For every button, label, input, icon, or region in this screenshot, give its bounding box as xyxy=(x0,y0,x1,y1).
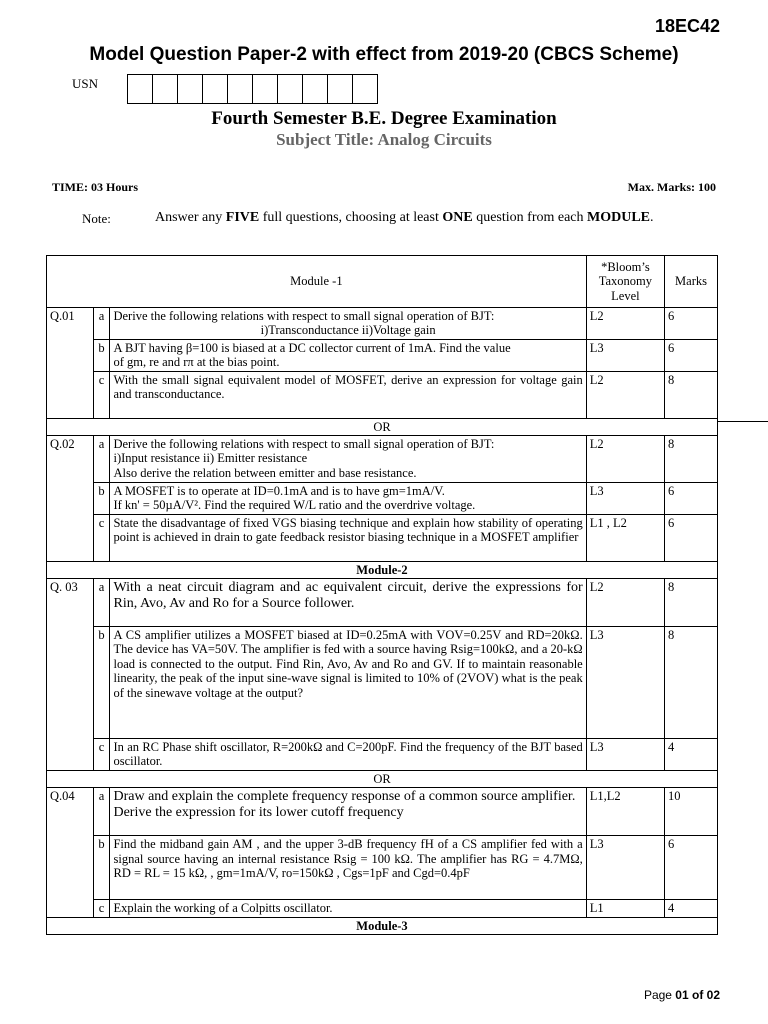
bloom-level: L2 xyxy=(586,308,664,340)
module-row xyxy=(47,917,718,934)
table-row xyxy=(47,514,718,561)
question-table xyxy=(46,255,718,935)
marks: 6 xyxy=(665,308,718,340)
marks: 10 xyxy=(665,788,718,836)
marks: 8 xyxy=(665,371,718,418)
module-row xyxy=(47,561,718,578)
bloom-level: L2 xyxy=(586,371,664,418)
table-row xyxy=(47,739,718,771)
sub-label: a xyxy=(93,788,110,836)
or-row xyxy=(47,418,718,435)
table-row xyxy=(47,482,718,514)
exam-title: Fourth Semester B.E. Degree Examination xyxy=(211,108,557,129)
table-row xyxy=(47,900,718,917)
module-heading: Module -1 xyxy=(47,256,587,308)
table-row xyxy=(47,627,718,739)
question-text: In an RC Phase shift oscillator, R=200kΩ and C=200pF. Find the frequency of the BJT based oscillator. xyxy=(110,739,586,771)
marks: 8 xyxy=(665,579,718,627)
bloom-level: L1 xyxy=(586,900,664,917)
question-text: A MOSFET is to operate at ID=0.1mA and is to have gm=1mA/V. If kn' = 50µA/V². Find the required W/L ratio and the overdrive voltage. xyxy=(110,482,586,514)
table-row xyxy=(47,308,718,340)
bloom-level: L3 xyxy=(586,482,664,514)
sub-label: a xyxy=(93,579,110,627)
bloom-level: L3 xyxy=(586,836,664,900)
bloom-level: L3 xyxy=(586,627,664,739)
table-row xyxy=(47,579,718,627)
table-row xyxy=(47,836,718,900)
question-number: Q.01 xyxy=(47,308,94,419)
usn-box[interactable] xyxy=(302,74,328,104)
or-divider: OR xyxy=(47,418,718,435)
sub-label: c xyxy=(93,371,110,418)
bloom-level: L2 xyxy=(586,579,664,627)
module-heading: Module-2 xyxy=(47,561,718,578)
marks: 6 xyxy=(665,836,718,900)
question-number: Q.02 xyxy=(47,435,94,561)
question-text: Draw and explain the complete frequency response of a common source amplifier. Derive the expression for its lower cutoff frequency xyxy=(110,788,586,836)
sub-label: a xyxy=(93,308,110,340)
question-text: Find the midband gain AM , and the upper 3-dB frequency fH of a CS amplifier fed with a signal source having an internal resistance Rsig = 100 kΩ. The amplifier has RG = 4.7MΩ, RD = RL = 15 kΩ, , gm=1mA/V, ro=150kΩ , Cgs=1pF and Cgd=0.4pF xyxy=(110,836,586,900)
marks: 8 xyxy=(665,435,718,482)
note-label: Note: xyxy=(82,211,111,226)
usn-box[interactable] xyxy=(227,74,253,104)
sub-label: c xyxy=(93,514,110,561)
usn-label: USN xyxy=(72,76,99,91)
marks: 8 xyxy=(665,627,718,739)
marks-heading: Marks xyxy=(665,256,718,308)
subject-title: Subject Title: Analog Circuits xyxy=(276,130,492,149)
bloom-level: L1 , L2 xyxy=(586,514,664,561)
sub-label: a xyxy=(93,435,110,482)
sub-label: b xyxy=(93,482,110,514)
sub-label: c xyxy=(93,739,110,771)
module-heading: Module-3 xyxy=(47,917,718,934)
question-text: A CS amplifier utilizes a MOSFET biased at ID=0.25mA with VOV=0.25V and RD=20kΩ. The device has VA=50V. The amplifier is fed with a source having Rsig=100kΩ, and a 20-kΩ load is connected to the output. Find Rin, Avo, Av and Ro and GV. If to maintain reasonable linearity, the peak of the input sine-wave signal is limited to 10% of (2VOV) what is the peak of the sinewave voltage at the output? xyxy=(110,627,586,739)
table-row xyxy=(47,435,718,482)
paper-title: Model Question Paper-2 with effect from 2019-20 (CBCS Scheme) xyxy=(89,44,679,65)
question-text: A BJT having β=100 is biased at a DC collector current of 1mA. Find the value of gm, re and rπ at the bias point. xyxy=(110,339,586,371)
bloom-level: L2 xyxy=(586,435,664,482)
marks: 4 xyxy=(665,739,718,771)
note-text: Answer any FIVE full questions, choosing at least ONE question from each MODULE. xyxy=(155,210,654,225)
usn-boxes xyxy=(128,74,378,104)
question-number: Q.04 xyxy=(47,788,94,917)
usn-box[interactable] xyxy=(177,74,203,104)
page-footer: Page 01 of 02 xyxy=(643,988,720,1002)
usn-box[interactable] xyxy=(277,74,303,104)
usn-box[interactable] xyxy=(202,74,228,104)
or-divider: OR xyxy=(47,770,718,787)
question-text: Derive the following relations with respect to small signal operation of BJT: i)Input resistance ii) Emitter resistance Also derive the relation between emitter and base resistance. xyxy=(110,435,586,482)
marks: 6 xyxy=(665,482,718,514)
max-marks: Max. Marks: 100 xyxy=(627,180,716,194)
sub-label: b xyxy=(93,627,110,739)
sub-label: c xyxy=(93,900,110,917)
question-text: Explain the working of a Colpitts oscillator. xyxy=(110,900,586,917)
table-row xyxy=(47,339,718,371)
table-row xyxy=(47,371,718,418)
question-text: State the disadvantage of fixed VGS biasing technique and explain how stability of operating point is achieved in drain to gate feedback resistor biasing technique in a MOSFET amplifier xyxy=(110,514,586,561)
sub-label: b xyxy=(93,836,110,900)
or-row xyxy=(47,770,718,787)
course-code: 18EC42 xyxy=(654,16,720,36)
marks: 6 xyxy=(665,514,718,561)
exam-time: TIME: 03 Hours xyxy=(52,180,139,194)
usn-box[interactable] xyxy=(352,74,378,104)
bloom-heading: *Bloom’s Taxonomy Level xyxy=(586,256,664,308)
usn-box[interactable] xyxy=(327,74,353,104)
question-text: With a neat circuit diagram and ac equivalent circuit, derive the expressions for Rin, Avo, Av and Ro for a Source follower. xyxy=(110,579,586,627)
bloom-level: L3 xyxy=(586,339,664,371)
sub-label: b xyxy=(93,339,110,371)
table-row xyxy=(47,788,718,836)
question-text: With the small signal equivalent model of MOSFET, derive an expression for voltage gain and transconductance. xyxy=(110,371,586,418)
usn-box[interactable] xyxy=(252,74,278,104)
question-number: Q. 03 xyxy=(47,579,94,771)
marks: 6 xyxy=(665,339,718,371)
usn-box[interactable] xyxy=(127,74,153,104)
usn-box[interactable] xyxy=(152,74,178,104)
bloom-level: L3 xyxy=(586,739,664,771)
question-text: Derive the following relations with respect to small signal operation of BJT: i)Transconductance ii)Voltage gain xyxy=(110,308,586,340)
marks: 4 xyxy=(665,900,718,917)
bloom-level: L1,L2 xyxy=(586,788,664,836)
table-header-row xyxy=(47,256,718,308)
stray-rule xyxy=(718,421,768,422)
